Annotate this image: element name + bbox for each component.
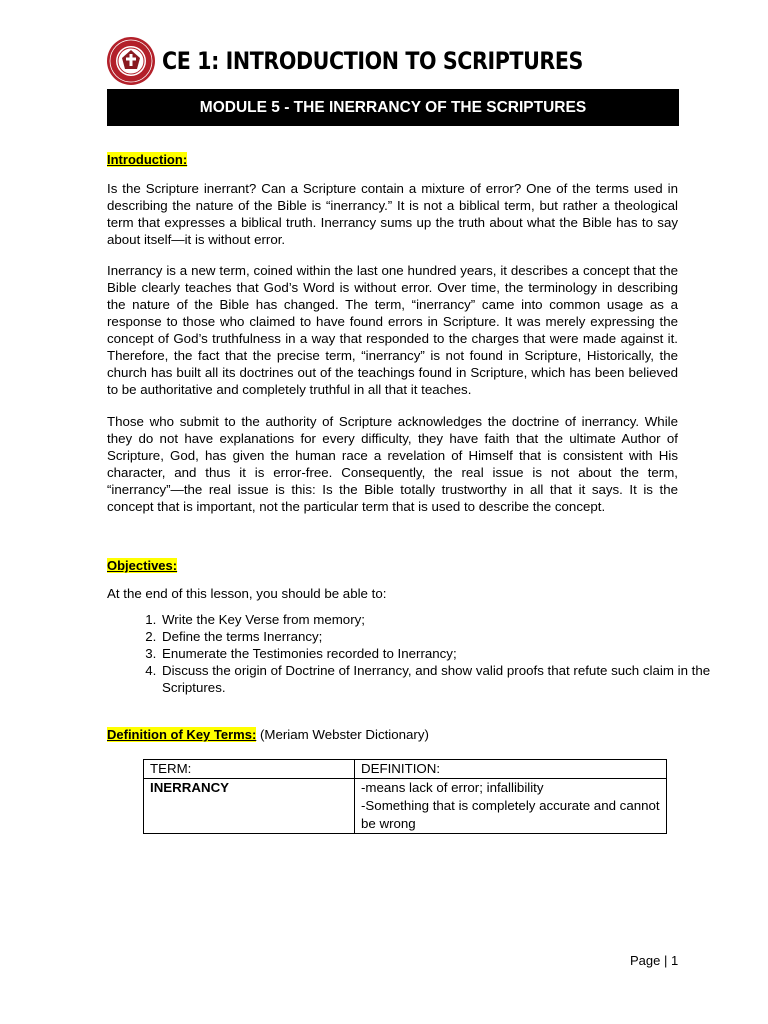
objective-item: 3. Enumerate the Testimonies recorded to Inerrancy; [160,645,720,662]
school-seal-icon [106,36,156,86]
objectives-heading: Objectives: [107,558,178,573]
definition-line: -means lack of error; infallibility [361,780,544,795]
introduction-heading: Introduction: [107,152,188,167]
objectives-list [107,611,720,696]
module-title-bar [107,89,679,126]
intro-paragraph-3: Those who submit to the authority of Scripture acknowledges the doctrine of inerrancy. While they do not have explanations for every difficulty, they have faith that the ultimate Author of Scripture, God, has given the human race a revelation of Himself that is consistent with His character, and thus it is error-free. Consequently, the real issue is not about the term, “inerrancy”—the real issue is this: Is the Bible totally trustworthy in all that it says. It is the concept that is important, not the particular term that is used to describe the concept. [107,414,678,514]
objective-item: 2. Define the terms Inerrancy; [160,628,720,645]
objective-item: 1. Write the Key Verse from memory; [160,611,720,628]
table-row [144,779,667,834]
intro-paragraph-2: Inerrancy is a new term, coined within the last one hundred years, it describes a concept that the Bible clearly teaches that God’s Word is without error. Over time, the terminology in describing the nature of the Bible has changed. The term, “inerrancy” came into common usage as a response to those who claimed to have found errors in Scripture. It was merely expressing the concept of God’s truthfulness in a way that responded to the charges that were made against it. Therefore, the fact that the precise term, “inerrancy” is not found in Scripture, Historically, the church has built all its doctrines out of the teachings found in Scripture, which has been believed to be authoritative and completely truthful in all that it teaches. [107,263,678,397]
key-terms-table [143,759,667,834]
objectives-lead: At the end of this lesson, you should be able to: [107,586,387,601]
definition-cell [355,779,667,834]
table-header-definition: DEFINITION: [355,760,667,779]
course-title: CE 1: INTRODUCTION TO SCRIPTURES [162,47,583,75]
page-number: Page | 1 [630,953,679,968]
intro-paragraph-1: Is the Scripture inerrant? Can a Scripture contain a mixture of error? One of the terms used in describing the nature of the Bible is “inerrancy.” It is not a biblical term, but rather a theological term that expresses a biblical truth. Inerrancy sums up the truth about what the Bible has to say about itself—it is without error. [107,181,678,247]
term-cell: INERRANCY [144,779,355,834]
module-title: MODULE 5 - THE INERRANCY OF THE SCRIPTURES [199,98,587,116]
page-header [106,36,652,86]
objective-item: 4. Discuss the origin of Doctrine of Inerrancy, and show valid proofs that refute such claim in the Scriptures. [160,662,720,696]
table-header-term: TERM: [144,760,355,779]
key-terms-source: (Meriam Webster Dictionary) [259,727,429,742]
key-terms-heading: Definition of Key Terms: (Meriam Webster Dictionary) [107,727,429,742]
table-header-row [144,760,667,779]
definition-line: -Something that is completely accurate and cannot be wrong [361,798,660,831]
